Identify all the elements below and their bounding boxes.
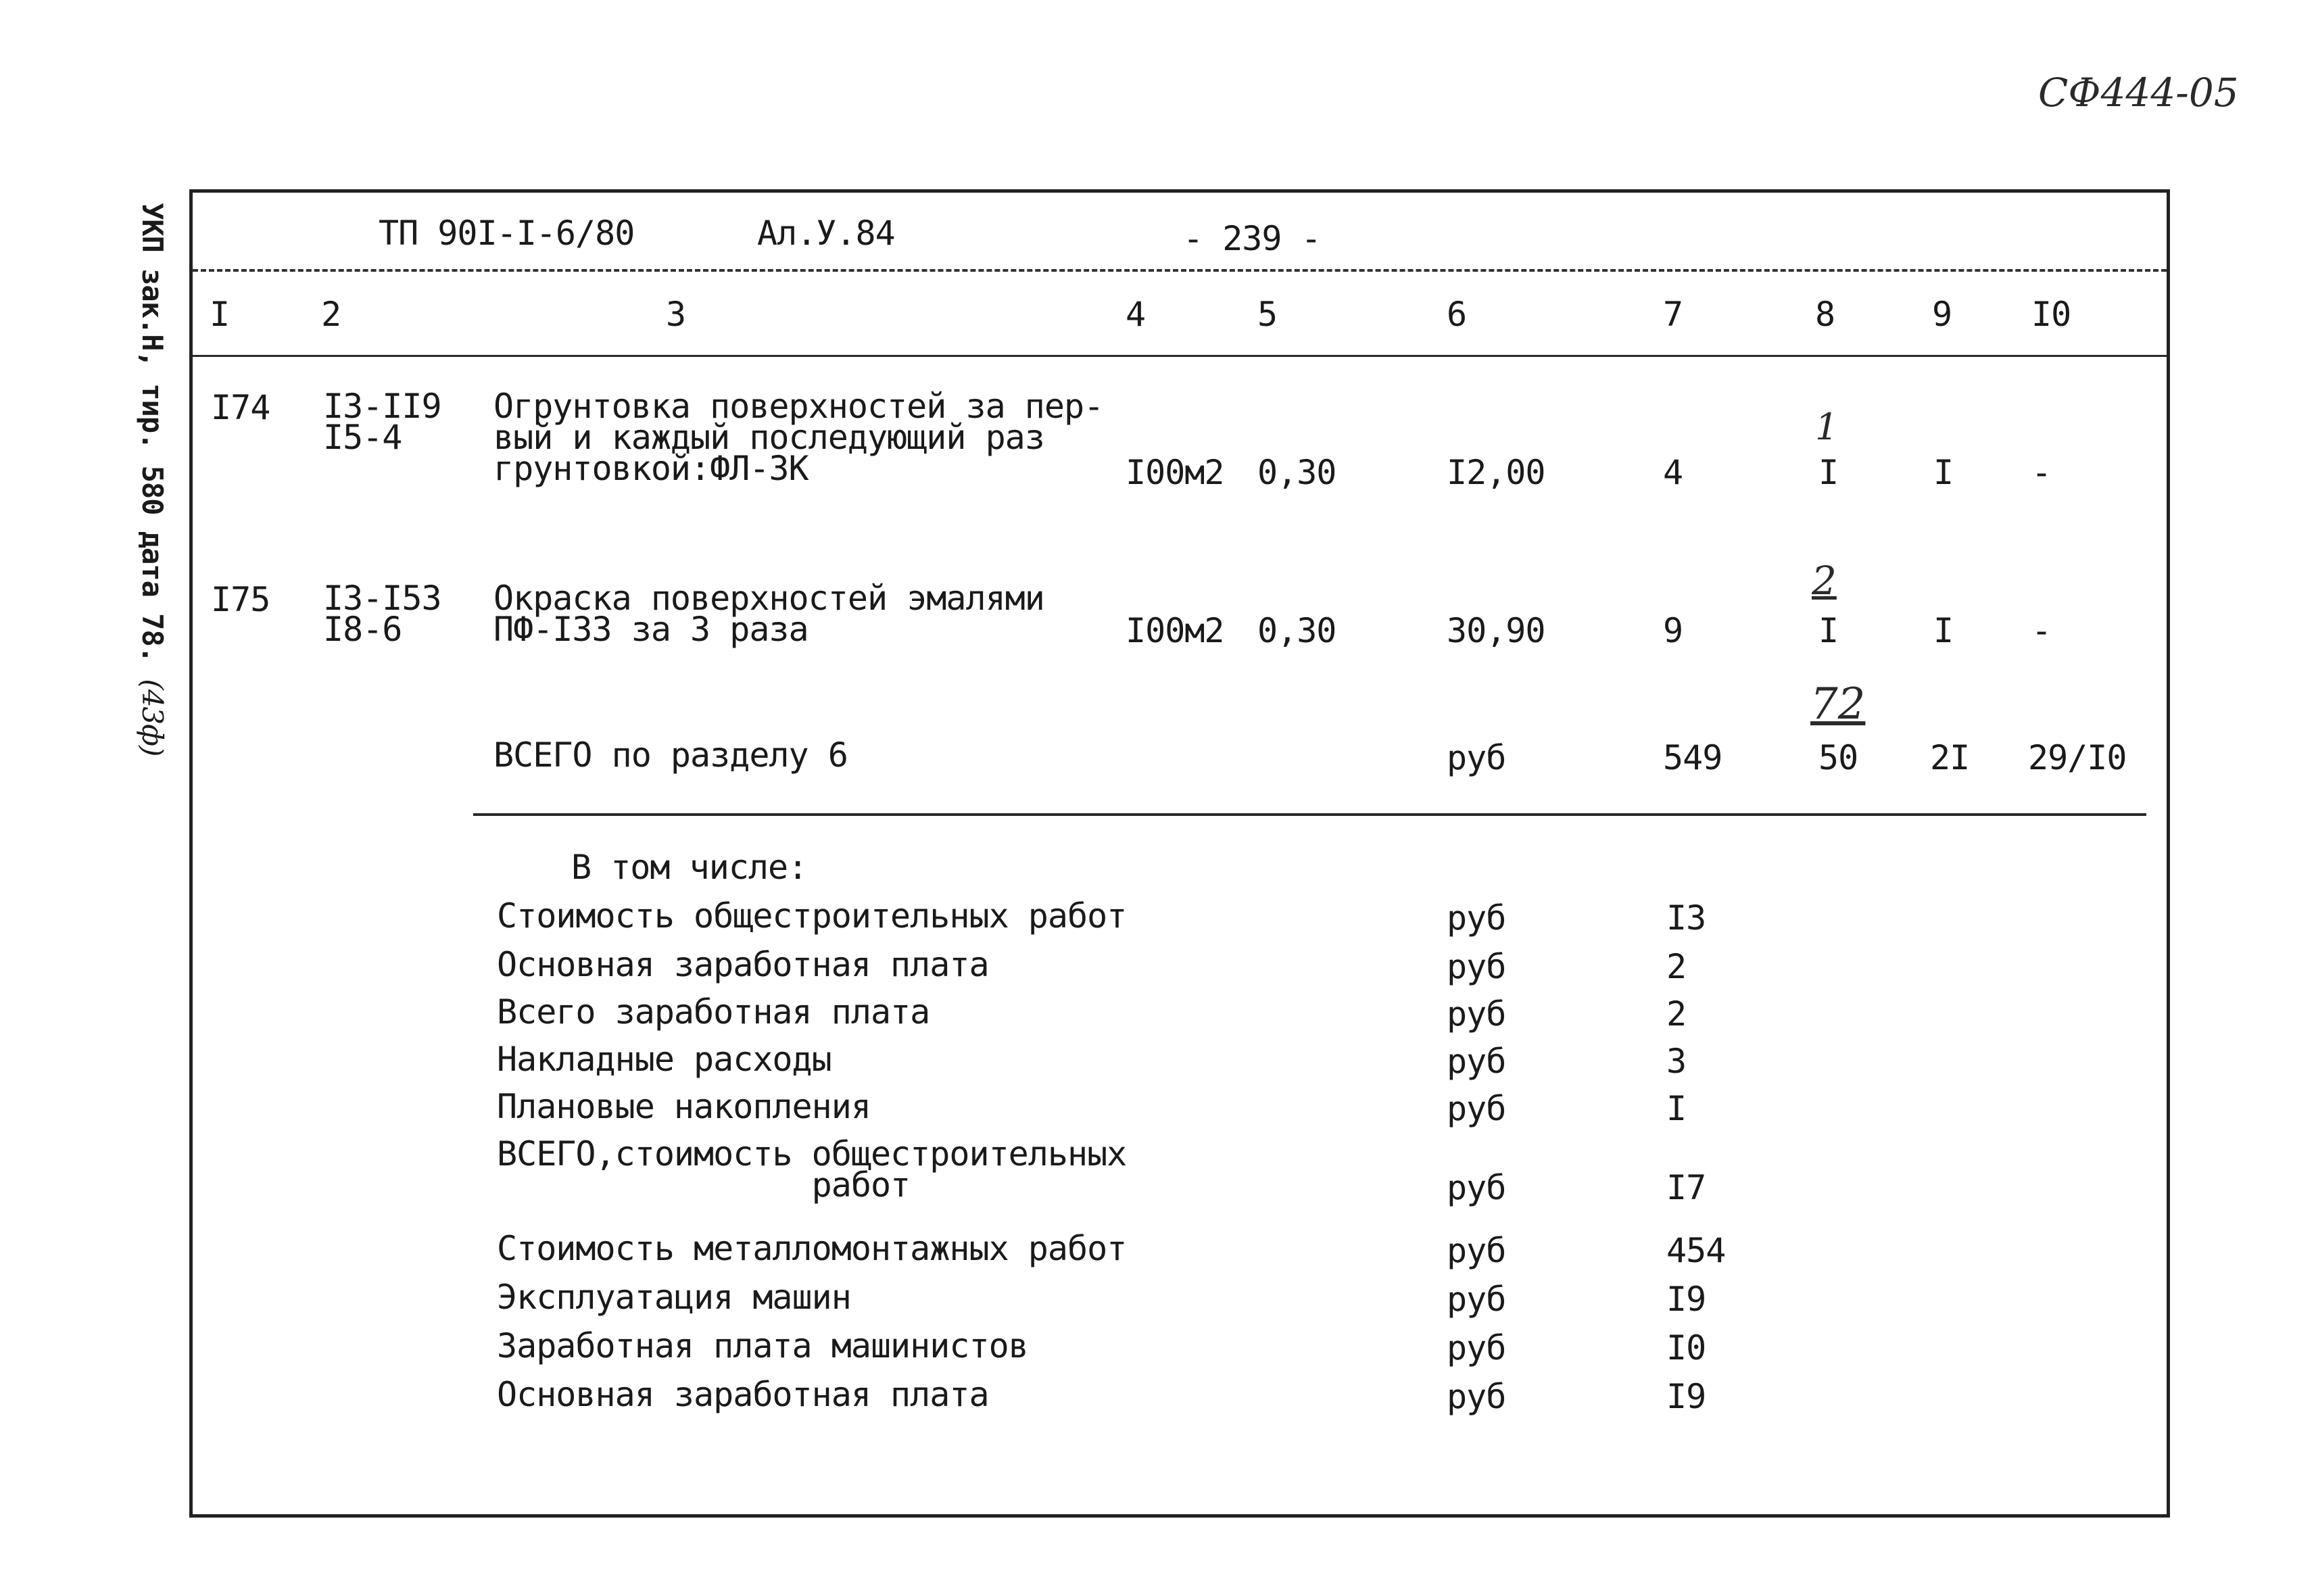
breakdown-value: I3 xyxy=(1666,898,1706,938)
row-number: I74 xyxy=(211,388,270,427)
col-header-10: I0 xyxy=(2031,295,2071,334)
col-header-4: 4 xyxy=(1126,295,1146,334)
including-label: В том числе: xyxy=(571,848,808,887)
total-divider xyxy=(473,813,2146,816)
breakdown-label: Стоимость металломонтажных работ xyxy=(497,1229,1127,1268)
col-header-7: 7 xyxy=(1663,295,1683,334)
row-quantity: 0,30 xyxy=(1257,611,1336,650)
col-header-2: 2 xyxy=(321,295,341,334)
row-quantity: 0,30 xyxy=(1257,453,1336,492)
row-col8: I xyxy=(1818,453,1839,492)
column-header-divider xyxy=(193,355,2167,357)
total-col9: 2I xyxy=(1930,738,1970,777)
row-number: I75 xyxy=(211,580,270,619)
row-code: I3-II9 I5-4 xyxy=(323,387,441,457)
total-col8: 50 xyxy=(1818,738,1858,777)
breakdown-unit: руб xyxy=(1447,1168,1506,1207)
row-col7: 9 xyxy=(1663,611,1683,650)
row-col8-handwritten: 1 xyxy=(1815,406,1839,448)
breakdown-unit: руб xyxy=(1447,1089,1506,1128)
breakdown-label: Плановые накопления xyxy=(497,1087,871,1126)
breakdown-label: Основная заработная плата xyxy=(497,945,989,984)
breakdown-unit: руб xyxy=(1447,947,1506,986)
breakdown-value: I0 xyxy=(1666,1328,1706,1368)
breakdown-label: Заработная плата машинистов xyxy=(497,1326,1028,1365)
row-price: 30,90 xyxy=(1447,611,1545,650)
breakdown-label: Стоимость общестроительных работ xyxy=(497,896,1127,936)
row-price: I2,00 xyxy=(1447,453,1545,492)
total-col7: 549 xyxy=(1663,738,1722,777)
row-col8-handwritten: 2 xyxy=(1812,558,1837,604)
row-description: Огрунтовка поверхностей за пер- вый и каждый последующий раз грунтовкой:ФЛ-ЗК xyxy=(493,387,1104,488)
breakdown-label: Накладные расходы xyxy=(497,1040,831,1079)
row-description: Окраска поверхностей эмалями ПФ-I33 за 3 раза xyxy=(493,579,1044,649)
col-header-6: 6 xyxy=(1447,295,1467,334)
col-header-3: 3 xyxy=(666,295,686,334)
col-header-1: I xyxy=(210,295,230,334)
col-header-8: 8 xyxy=(1815,295,1835,334)
side-stamp-date: дата 78. xyxy=(136,531,169,663)
row-col9: I xyxy=(1933,611,1954,650)
breakdown-label: Основная заработная плата xyxy=(497,1375,989,1414)
row-code: I3-I53 I8-6 xyxy=(323,579,441,649)
breakdown-unit: руб xyxy=(1447,994,1506,1034)
breakdown-value: I7 xyxy=(1666,1168,1706,1207)
row-col7: 4 xyxy=(1663,453,1683,492)
breakdown-value: I xyxy=(1666,1089,1687,1128)
row-col10: - xyxy=(2031,611,2052,650)
header-divider xyxy=(193,269,2167,272)
total-col10: 29/I0 xyxy=(2028,738,2127,777)
breakdown-unit: руб xyxy=(1447,1328,1506,1368)
document-frame xyxy=(189,189,2170,1518)
breakdown-unit: руб xyxy=(1447,1377,1506,1416)
side-stamp-handwritten: (43ф) xyxy=(136,679,169,756)
total-col8-handwritten: 72 xyxy=(1810,679,1866,729)
breakdown-label: ВСЕГО,стоимость общестроительных работ xyxy=(497,1134,1127,1205)
breakdown-value: 2 xyxy=(1666,947,1687,986)
breakdown-unit: руб xyxy=(1447,1042,1506,1081)
album-number: Ал.У.84 xyxy=(757,214,895,253)
col-header-9: 9 xyxy=(1932,295,1952,334)
breakdown-unit: руб xyxy=(1447,1231,1506,1270)
row-col10: - xyxy=(2031,453,2052,492)
breakdown-value: I9 xyxy=(1666,1280,1706,1319)
total-unit: руб xyxy=(1447,738,1506,777)
breakdown-label: Всего заработная плата xyxy=(497,992,930,1032)
total-label: ВСЕГО по разделу 6 xyxy=(493,735,848,775)
breakdown-value: I9 xyxy=(1666,1377,1706,1416)
breakdown-value: 3 xyxy=(1666,1042,1687,1081)
breakdown-unit: руб xyxy=(1447,898,1506,938)
doc-code: ТП 90I-I-6/80 xyxy=(379,214,635,253)
col-header-5: 5 xyxy=(1257,295,1278,334)
breakdown-unit: руб xyxy=(1447,1280,1506,1319)
row-unit: I00м2 xyxy=(1126,611,1224,650)
corner-handwritten-note: СФ444-05 xyxy=(2038,70,2239,116)
row-unit: I00м2 xyxy=(1126,453,1224,492)
row-col8: I xyxy=(1818,611,1839,650)
page-number: - 239 - xyxy=(1183,219,1321,258)
row-col9: I xyxy=(1933,453,1954,492)
breakdown-value: 454 xyxy=(1666,1231,1726,1270)
side-stamp xyxy=(128,203,183,756)
breakdown-label: Эксплуатация машин xyxy=(497,1278,851,1317)
side-stamp-printed: УКП зак.Н, тир. 580 xyxy=(136,203,169,515)
breakdown-value: 2 xyxy=(1666,994,1687,1034)
